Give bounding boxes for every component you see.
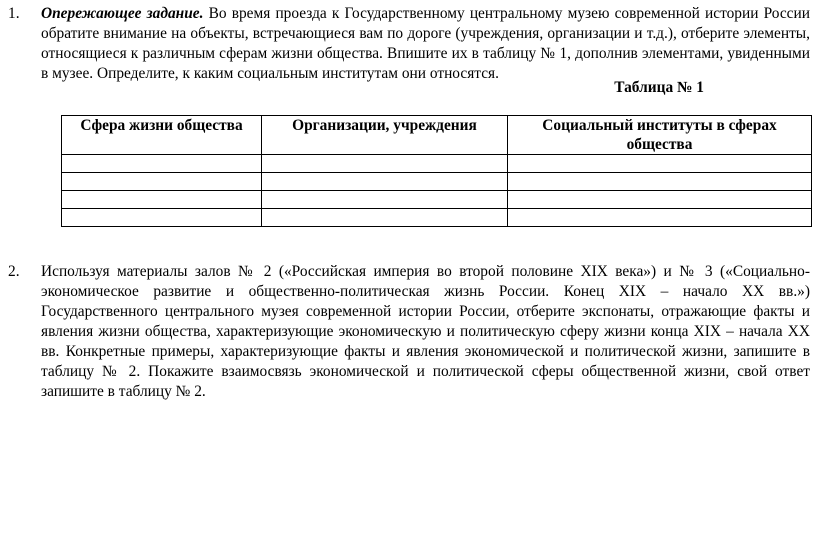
task-1-body: Во время проезда к Государственному центральному музею современной истории России обратите внимание на объекты, встречающиеся вам по дороге (учреждения, организации и т.д.), отберите элементы, относящиеся к различным сферам жизни общества. Впишите их в таблицу № 1, дополнив элементами, увиденными в музее. Определите, к каким социальным институтам они относятся. <box>41 5 810 82</box>
table-cell[interactable] <box>62 173 262 191</box>
task-2-number: 2. <box>8 263 20 280</box>
table-cell[interactable] <box>508 173 812 191</box>
table-cell[interactable] <box>262 173 508 191</box>
table-row <box>62 191 812 209</box>
table-cell[interactable] <box>62 191 262 209</box>
table-cell[interactable] <box>262 209 508 227</box>
task-2 <box>8 262 810 402</box>
table-cell[interactable] <box>62 209 262 227</box>
table-header-row <box>62 116 812 155</box>
task-1-text <box>41 4 810 84</box>
table-cell[interactable] <box>508 209 812 227</box>
table-cell[interactable] <box>262 155 508 173</box>
table-row <box>62 209 812 227</box>
table-cell[interactable] <box>508 155 812 173</box>
header-institutions: Социальный институты в сферах общества <box>508 116 812 155</box>
table-cell[interactable] <box>508 191 812 209</box>
table-row <box>62 155 812 173</box>
task-2-text: Используя материалы залов № 2 («Российская империя во второй половине XIX века») и № 3 («Социально-экономическое развитие и общественно-политическая жизнь России. Конец XIX – начало XX вв.») Государственного центрального музея современной истории России, отберите экспонаты, отражающие факты и явления жизни общества, характеризующие экономическую и политическую сферу жизни конца XIX – начала XX вв. Конкретные примеры, характеризующие факты и явления экономической и политической жизни, запишите в таблицу № 2. Покажите взаимосвязь экономической и политической сферы общественной жизни, свой ответ запишите в таблицу № 2. <box>41 263 810 400</box>
table-1 <box>61 115 812 227</box>
task-1-lead: Опережающее задание. <box>41 5 204 22</box>
header-sphere: Сфера жизни общества <box>62 116 262 155</box>
task-1 <box>8 4 810 84</box>
table-1-caption: Таблица № 1 <box>614 79 704 96</box>
task-1-number: 1. <box>8 5 20 22</box>
table-cell[interactable] <box>262 191 508 209</box>
table-row <box>62 173 812 191</box>
header-organizations: Организации, учреждения <box>262 116 508 155</box>
table-cell[interactable] <box>62 155 262 173</box>
